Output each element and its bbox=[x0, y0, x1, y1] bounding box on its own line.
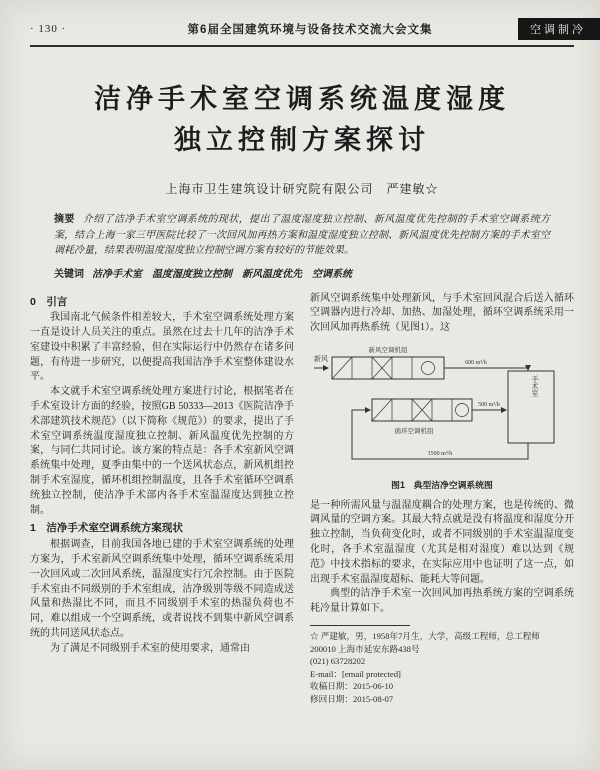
left-column bbox=[30, 292, 294, 706]
footnote-line: ☆ 严建敏，男，1958年7月生，大学，高级工程师，总工程师 bbox=[310, 631, 540, 642]
figure-caption: 图1 典型洁净空调系统图 bbox=[391, 479, 493, 490]
header-rule bbox=[30, 45, 574, 47]
right-paragraph-3: 典型的洁净手术室一次回风加再热系统方案的空调系统耗冷量计算如下。 bbox=[310, 588, 574, 615]
section-0-heading: 0 引言 bbox=[30, 295, 68, 308]
fresh-unit-label: 新风空调机组 bbox=[368, 346, 408, 354]
recirc-unit-label: 循环空调机组 bbox=[394, 427, 434, 435]
keywords-text: 洁净手术室 温度湿度独立控制 新风温度优先 空调系统 bbox=[92, 268, 352, 280]
abstract-block bbox=[54, 212, 550, 259]
page-number: · 130 · bbox=[30, 23, 67, 35]
flow-supply-label: 500 m³/h bbox=[478, 401, 500, 408]
room-label: 手术室 bbox=[531, 375, 539, 397]
left-paragraph-2: 本文就手术室空调系统处理方案进行讨论，根据笔者在手术室设计方面的经验，按照GB 50333—2013《医院洁净手术部建筑技术规范》（以下简称《规范》）的要求，提出了手术室空调系统温度湿度独立控制、新风温度优先控制的方案，与同仁共同讨论。该方案的特点是：各手术室新风空调系统集中处理，夏季由集中的一个送风状态点，新风机组控制手术室湿度，循环机组控制温度，且各手术室循环空调系统独立控制，使洁净手术部内各手术室温湿度达到独立控制。 bbox=[30, 386, 294, 516]
footnote-line: 修回日期：2015-08-07 bbox=[310, 693, 394, 704]
left-paragraph-1: 我国南北气候条件相差较大，手术室空调系统处理方案一直是设计人员关注的重点。虽然在过去十几年的洁净手术室建设中积累了丰富经验，但在实际运行中仍然存在诸多问题，有待进一步研究，以便提高我国洁净手术室整体建设水平。 bbox=[30, 312, 294, 383]
right-paragraph-1: 新风空调系统集中处理新风，与手术室回风混合后送入循环空调器内进行冷却、加热、加湿处理，循环空调系统采用一次回风加再热系统（见图1）。这 bbox=[310, 292, 574, 334]
footnote-line: (021) 63728202 bbox=[310, 656, 366, 667]
keywords-block bbox=[54, 265, 550, 280]
section-1-heading: 1 洁净手术室空调系统方案现状 bbox=[30, 522, 183, 535]
left-paragraph-3: 根据调查，目前我国各地已建的手术室空调系统的处理方案为，手术室新风空调系统集中处理，循环空调系统采用一次回风或二次回风系统，温湿度实行冗余控制。由于医院手术室由不同级别的手术室组成，洁净级别等级不同造成送风量和热湿比不同，而且不同级别手术室的热湿负荷也不同，难以组成一个空调系统，或者说找不到集中新风空调系统的共同送风状态点。 bbox=[30, 539, 294, 640]
footnote-rule bbox=[310, 625, 410, 626]
left-paragraph-4: 为了满足不同级别手术室的使用要求，通常由 bbox=[50, 642, 250, 654]
flow-top-label: 600 m³/h bbox=[465, 359, 487, 366]
footnote-line: 200010 上海市延安东路438号 bbox=[310, 643, 420, 654]
abstract-text: 介绍了洁净手术室空调系统的现状，提出了温度湿度独立控制、新风温度优先控制的手术室空调系统方案，结合上海一家三甲医院比较了一次回风加再热方案和温度湿度独立控制、新风温度优先控制方案的手术室空调耗冷量，结果表明温度湿度独立控制空调方案有较好的节能效果。 bbox=[54, 214, 551, 256]
paper-title-line1: 洁净手术室空调系统温度湿度 bbox=[94, 84, 510, 114]
abstract-label: 摘要 bbox=[54, 214, 75, 225]
footnote-block bbox=[310, 625, 574, 705]
right-paragraph-2: 是一种所需风量与温湿度耦合的处理方案，也是传统的、微调风量的空调方案。其最大特点就是没有将温度和湿度分开独立控制，当负荷变化时，或者不同级别的手术室温湿度变化时，各手术室温湿度（尤其是相对湿度）难以达到《规范》中技术指标的要求，在实际应用中也证明了这一点，如出现手术室温湿度超标、能耗大等问题。 bbox=[310, 499, 574, 585]
flow-return-label: 1500 m³/h bbox=[427, 450, 453, 457]
figure-1 bbox=[312, 341, 572, 493]
keywords-label: 关键词 bbox=[54, 268, 84, 280]
page-header bbox=[30, 18, 586, 40]
footnote-line: E-mail：[email protected] bbox=[310, 668, 401, 679]
paper-title-line2: 独立控制方案探讨 bbox=[174, 124, 430, 155]
right-column bbox=[310, 292, 574, 706]
body-columns bbox=[30, 292, 574, 706]
hvac-system-diagram bbox=[312, 341, 572, 476]
header-title: 第6届全国建筑环境与设备技术交流大会文集 bbox=[187, 24, 433, 36]
footnote-line: 收稿日期：2015-06-10 bbox=[310, 681, 394, 692]
author-line: 上海市卫生建筑设计研究院有限公司 严建敏☆ bbox=[165, 182, 439, 196]
header-badge: 空调制冷 bbox=[518, 18, 600, 40]
paper-title bbox=[30, 79, 574, 160]
fresh-air-label: 新风 bbox=[314, 354, 328, 363]
